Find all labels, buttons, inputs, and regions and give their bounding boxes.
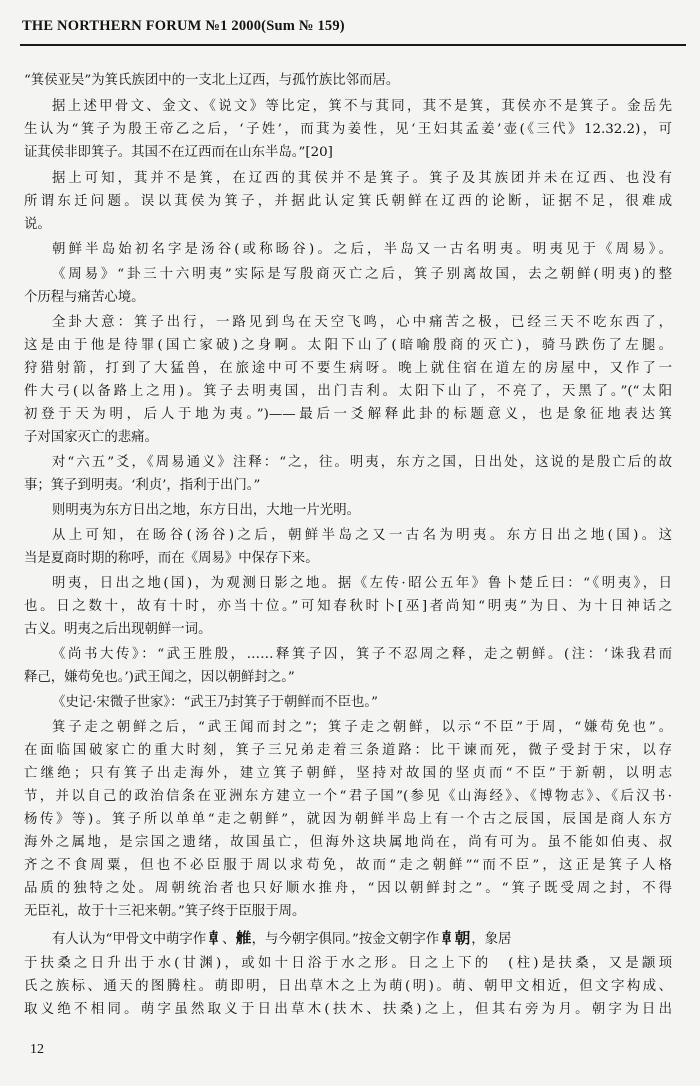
text-line: 朝鲜半岛始初名字是汤谷(或称旸谷)。之后，半岛又一古名明夷。明夷见于《周易》。 <box>52 242 672 257</box>
text-line: 齐之不食周粟，但也不必臣服于周以求苟免，故而“走之朝鲜”“而不臣”，这正是箕子人格 <box>24 858 672 873</box>
text-line: 《尚书大传》：“武王胜殷，……释箕子囚，箕子不忍周之释，走之朝鲜。(注：‘诛我君而 <box>52 647 672 662</box>
oracle-glyph-2: 𦩏 <box>235 930 252 947</box>
text-line: 取义绝不相同。萌字虽然取义于日出草木(扶木、扶桑)之上，但其右旁为月。朝字为日出 <box>24 1002 672 1017</box>
text-line: 说。 <box>24 217 51 232</box>
text-line-with-glyphs: 有人认为“甲骨文中萌字作𠦝、𦩏，与今朝字俱同。”按金文朝字作𠦝朝，象居 <box>52 930 512 947</box>
text-line: 据上可知，萁并不是箕，在辽西的萁侯并不是箕子。箕子及其族团并未在辽西、也没有 <box>52 171 672 186</box>
text-segment: 有人认为“甲骨文中萌字作 <box>52 932 207 947</box>
text-line: 古义。明夷之后出现朝鲜一词。 <box>24 622 212 637</box>
text-line: 在面临国破家亡的重大时刻，箕子三兄弟走着三条道路：比干谏而死，微子受封于宋，以存 <box>24 743 672 758</box>
oracle-glyph-1: 𠦝 <box>205 930 223 947</box>
text-line: 全卦大意：箕子出行，一路见到鸟在天空飞鸣，心中痛苦之极，已经三天不吃东西了， <box>52 315 672 330</box>
text-line: 杨传》等)。箕子所以单单“走之朝鲜”，就因为朝鲜半岛上有一个古之辰国，辰国是商人东方 <box>24 812 672 827</box>
text-line: 这是由于他是待罪(国亡家破)之身啊。太阳下山了(暗喻殷商的灭亡)，骑马跌伤了左腿。 <box>24 338 672 353</box>
bronze-glyph-1: 𠦝 <box>438 930 456 947</box>
text-line: 个历程与痛苦心境。 <box>24 290 145 305</box>
text-segment: ，与今朝字俱同。”按金文朝字作 <box>251 932 440 947</box>
text-line: 明夷，日出之地(国)，为观测日影之地。据《左传·昭公五年》鲁卜楚丘曰：“《明夷》，日 <box>52 576 672 591</box>
text-line: 初登于天为明，后人于地为夷。”)——最后一爻解释此卦的标题意义，也是象征地表达箕 <box>24 407 672 422</box>
text-line: “箕侯亚吴”为箕氏族团中的一支北上辽西，与孤竹族比邻而居。 <box>24 73 400 88</box>
text-line: 氏之族标、通天的图腾柱。萌即明，日出草木之上为萌(明)。萌、朝甲文相近，但文字构成、 <box>24 979 672 994</box>
text-line: 无臣礼，故于十三祀来朝。”箕子终于臣服于周。 <box>24 904 306 919</box>
text-line: 子对国家灭亡的悲痛。 <box>24 430 158 445</box>
text-line: 品质的独特之处。周朝统治者也只好顺水推舟，“因以朝鲜封之”。“箕子既受周之封，不得 <box>24 881 672 896</box>
text-line: 亡继绝；只有箕子出走海外，建立箕子朝鲜，坚持对故国的坚贞而“不臣”于新朝，以明志 <box>24 766 672 781</box>
text-line: 从上可知，在旸谷(汤谷)之后，朝鲜半岛之又一古名为明夷。东方日出之地(国)。这 <box>52 528 672 543</box>
text-line: 则明夷为东方日出之地，东方日出，大地一片光明。 <box>52 503 360 518</box>
text-line: 狩猎射箭，打到了大猛兽，在旅途中可不要生病呀。晚上就住宿在道左的房屋中，又作了一 <box>24 361 672 376</box>
header-rule <box>20 44 686 46</box>
text-line: 释己，嫌苟免也。’)武王闻之，因以朝鲜封之。” <box>24 670 295 685</box>
text-line: 于扶桑之日升出于水(甘渊)，或如十日浴于水之形。日之上下的 (柱)是扶桑，又是颛顼 <box>24 956 672 971</box>
bronze-glyph-2: 朝 <box>454 930 472 947</box>
text-line: 对“六五”爻，《周易通义》注释：“之，往。明夷，东方之国，日出处，这说的是殷亡后的故 <box>52 455 672 470</box>
text-line: 海外之属地，是宗国之遗绪，故国虽亡，但海外这块属地尚在，尚有可为。虽不能如伯夷、叔 <box>24 835 672 850</box>
text-line: 《史记·宋微子世家》：“武王乃封箕子于朝鲜而不臣也。” <box>52 695 378 710</box>
text-line: 也。日之数十，故有十时，亦当十位。”可知春秋时卜[巫]者尚知“明夷”为日、为十日神话之 <box>24 599 672 614</box>
text-line: 证萁侯非即箕子。其国不在辽西而在山东半岛。”[20] <box>24 145 333 160</box>
text-line: 件大弓(以备路上之用)。箕子去明夷国，出门吉利。太阳下山了，不亮了，天黑了。”(“太阳 <box>24 384 672 399</box>
text-line: 事；箕子到明夷。‘利贞’，指利于出门。” <box>24 478 261 493</box>
text-line: 《周易》“卦三十六明夷”实际是写殷商灭亡之后，箕子别离故国，去之朝鲜(明夷)的整 <box>52 267 672 282</box>
text-line: 据上述甲骨文、金文、《说文》等比定，箕不与萁同，萁不是箕，萁侯亦不是箕子。金岳先 <box>52 99 672 114</box>
text-line: 生认为“箕子为殷王帝乙之后，‘子姓’，而萁为姜性，见‘王妇其孟姜’壶(《三代》12.32.2)，可 <box>24 122 672 137</box>
text-line: 箕子走之朝鲜之后，“武王闻而封之”；箕子走之朝鲜，以示“不臣”于周，“嫌苟免也”。 <box>52 720 672 735</box>
text-line: 所谓东迁问题。误以萁侯为箕子，并据此认定箕氏朝鲜在辽西的论断，证据不足，很难成 <box>24 194 672 209</box>
journal-header: THE NORTHERN FORUM №1 2000(Sum № 159) <box>22 18 345 34</box>
text-segment: ，象居 <box>471 932 512 947</box>
text-line: 节，并以自己的政治信条在亚洲东方建立一个“君子国”(参见《山海经》、《博物志》、《后汉书· <box>24 789 672 804</box>
text-line: 当是夏商时期的称呼，而在《周易》中保存下来。 <box>24 551 319 566</box>
page-number: 12 <box>30 1042 44 1057</box>
